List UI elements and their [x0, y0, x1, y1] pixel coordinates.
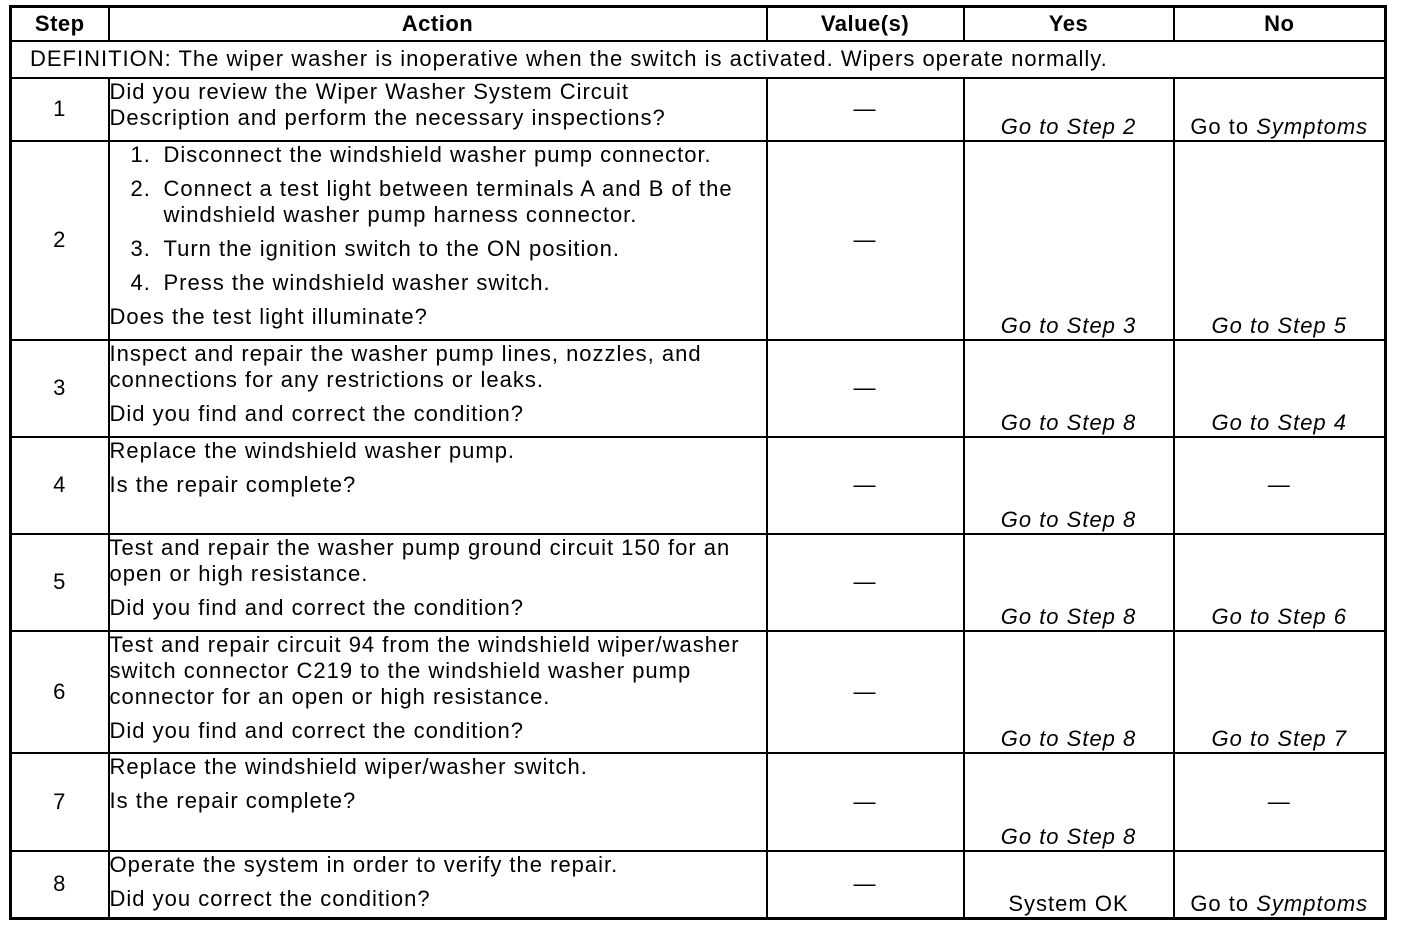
- action-question: Does the test light illuminate?: [109, 303, 428, 329]
- table-row: [11, 851, 1386, 919]
- value-cell: —: [767, 141, 964, 340]
- step-number: 8: [11, 851, 109, 919]
- no-cell: [1174, 534, 1386, 631]
- action-cell: [109, 78, 767, 141]
- action-cell: [109, 534, 767, 631]
- list-item-text: Press the windshield washer switch.: [163, 269, 551, 295]
- yes-target: Go to Step 8: [1000, 409, 1137, 435]
- list-item: [131, 142, 766, 168]
- no-target: Go to Step 5: [1211, 312, 1348, 338]
- no-cell: [1174, 631, 1386, 753]
- yes-target: Go to Step 8: [1000, 823, 1137, 849]
- no-cell: [1174, 141, 1386, 340]
- no-target: Go to Step 4: [1211, 409, 1348, 435]
- header-row: [11, 7, 1386, 41]
- header-values: Value(s): [767, 7, 964, 41]
- value-cell: —: [767, 340, 964, 437]
- action-cell: [109, 631, 767, 753]
- yes-cell: [964, 141, 1174, 340]
- action-question: Is the repair complete?: [109, 787, 357, 813]
- list-item: [131, 176, 766, 228]
- list-item-number: 4.: [130, 269, 151, 295]
- table-row: [11, 141, 1386, 340]
- action-text: Test and repair circuit 94 from the windshield wiper/washer switch connector C219 to the windshield washer pump connector for an open or high resistance.: [109, 631, 740, 709]
- no-target: Go to Step 7: [1211, 725, 1348, 751]
- list-item: [131, 236, 766, 262]
- yes-target: Go to Step 8: [1000, 725, 1137, 751]
- action-text: Replace the windshield washer pump.: [109, 437, 516, 463]
- yes-cell: [964, 534, 1174, 631]
- value-cell: —: [767, 631, 964, 753]
- action-text: Inspect and repair the washer pump lines, nozzles, and connections for any restrictions or leaks.: [109, 340, 702, 392]
- table-row: [11, 534, 1386, 631]
- yes-cell: [964, 340, 1174, 437]
- action-cell: [109, 141, 767, 340]
- no-cell: [1174, 78, 1386, 141]
- step-number: 6: [11, 631, 109, 753]
- list-item-text: Connect a test light between terminals A and B of the windshield washer pump harness connector.: [163, 175, 733, 227]
- no-target: Symptoms: [1256, 113, 1369, 139]
- no-prefix: Go to: [1190, 113, 1250, 139]
- no-cell: [1174, 851, 1386, 919]
- no-cell: —: [1174, 753, 1386, 851]
- no-target: Symptoms: [1256, 891, 1369, 916]
- action-cell: [109, 753, 767, 851]
- action-question: Did you find and correct the condition?: [109, 594, 524, 620]
- yes-cell: [964, 437, 1174, 534]
- action-question: Did you correct the condition?: [109, 885, 431, 911]
- list-item-number: 1.: [130, 141, 151, 167]
- yes-target: Go to Step 8: [1000, 603, 1137, 629]
- yes-cell: [964, 753, 1174, 851]
- value-cell: —: [767, 534, 964, 631]
- step-number: 5: [11, 534, 109, 631]
- table-row: [11, 437, 1386, 534]
- table-row: [11, 340, 1386, 437]
- yes-target: Go to Step 2: [1000, 113, 1137, 139]
- value-cell: —: [767, 437, 964, 534]
- action-question: Is the repair complete?: [109, 471, 357, 497]
- list-item-text: Turn the ignition switch to the ON position.: [163, 235, 620, 261]
- value-cell: —: [767, 78, 964, 141]
- table-row: [11, 631, 1386, 753]
- list-item: [131, 270, 766, 296]
- list-item-number: 2.: [130, 175, 151, 201]
- yes-cell: [964, 631, 1174, 753]
- no-cell: —: [1174, 437, 1386, 534]
- table-row: [11, 753, 1386, 851]
- header-yes: Yes: [964, 7, 1174, 41]
- step-number: 2: [11, 141, 109, 340]
- definition-text: DEFINITION: The wiper washer is inoperative when the switch is activated. Wipers operate normally.: [11, 41, 1386, 78]
- step-number: 4: [11, 437, 109, 534]
- action-cell: [109, 851, 767, 919]
- action-question: Did you find and correct the condition?: [109, 717, 524, 743]
- yes-cell: [964, 851, 1174, 919]
- yes-cell: [964, 78, 1174, 141]
- step-number: 1: [11, 78, 109, 141]
- list-item-text: Disconnect the windshield washer pump connector.: [163, 141, 712, 167]
- no-target: Go to Step 6: [1211, 603, 1348, 629]
- action-cell: [109, 437, 767, 534]
- procedure-list: [110, 142, 766, 296]
- table-row: [11, 78, 1386, 141]
- yes-target: Go to Step 3: [1000, 312, 1137, 338]
- yes-result: System OK: [1008, 891, 1129, 916]
- action-question: Did you find and correct the condition?: [109, 400, 524, 426]
- action-cell: [109, 340, 767, 437]
- step-number: 3: [11, 340, 109, 437]
- action-text: Test and repair the washer pump ground circuit 150 for an open or high resistance.: [109, 534, 731, 586]
- header-no: No: [1174, 7, 1386, 41]
- yes-target: Go to Step 8: [1000, 506, 1137, 532]
- definition-row: [11, 41, 1386, 78]
- list-item-number: 3.: [130, 235, 151, 261]
- step-number: 7: [11, 753, 109, 851]
- diagnostic-table: [9, 5, 1387, 920]
- action-text: Replace the windshield wiper/washer switch.: [109, 753, 588, 779]
- action-text: Operate the system in order to verify the repair.: [109, 851, 619, 877]
- no-cell: [1174, 340, 1386, 437]
- no-prefix: Go to: [1190, 891, 1250, 916]
- header-step: Step: [11, 7, 109, 41]
- action-text: Did you review the Wiper Washer System Circuit Description and perform the necessary inspections?: [109, 78, 666, 130]
- value-cell: —: [767, 753, 964, 851]
- header-action: Action: [109, 7, 767, 41]
- value-cell: —: [767, 851, 964, 919]
